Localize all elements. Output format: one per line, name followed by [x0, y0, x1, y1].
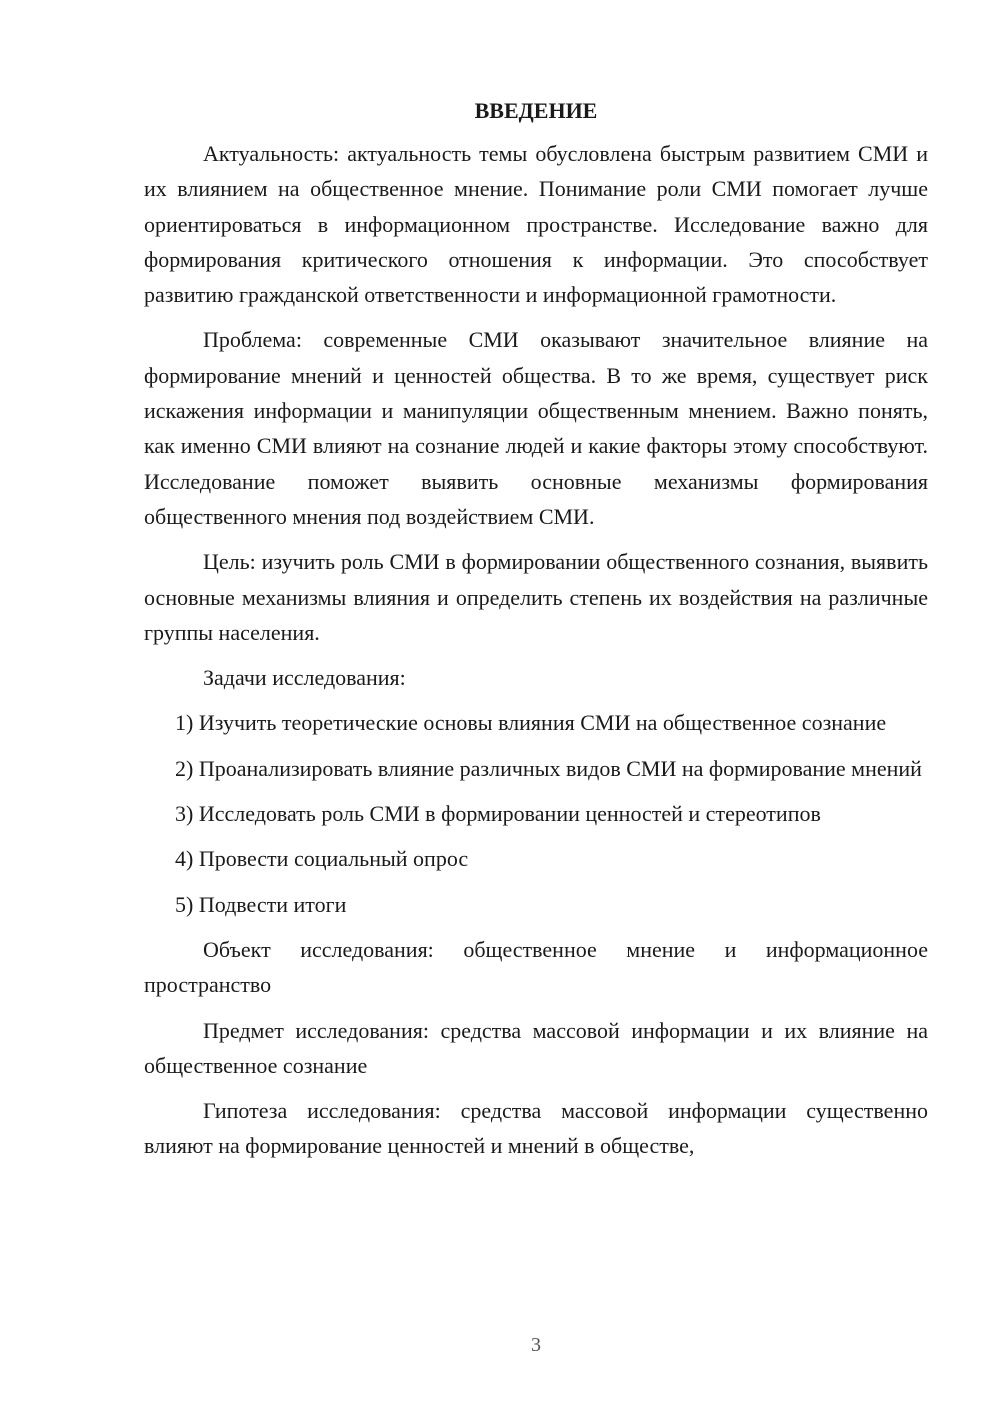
task-item-1: 1) Изучить теоретические основы влияния СМИ на общественное сознание [175, 710, 887, 736]
research-object-paragraph: Объект исследования: общественное мнение и информационное пространство [144, 936, 928, 998]
relevance-paragraph: Актуальность: актуальность темы обусловлена быстрым развитием СМИ и их влиянием на общественное мнение. Понимание роли СМИ помогает лучше ориентироваться в информационном пространстве. Исследование важно для формирования критического отношения к информации. Это способствует развитию гражданской ответственности и информационной грамотности. [144, 141, 928, 308]
problem-paragraph: Проблема: современные СМИ оказывают значительное влияние на формирование мнений и ценностей общества. В то же время, существует риск искажения информации и манипуляции общественным мнением. Важно понять, как именно СМИ влияют на сознание людей и какие факторы этому способствуют. Исследование поможет выявить основные механизмы формирования общественного мнения под воздействием СМИ. [144, 327, 928, 529]
document-title: ВВЕДЕНИЕ [474, 98, 598, 123]
research-subject-paragraph: Предмет исследования: средства массовой информации и их влияние на общественное сознание [144, 1017, 928, 1078]
hypothesis-paragraph: Гипотеза исследования: средства массовой информации существенно влияют на формирование ценностей и мнений в обществе, [144, 1098, 928, 1159]
goal-paragraph: Цель: изучить роль СМИ в формировании общественного сознания, выявить основные механизмы влияния и определить степень их воздействия на различные группы населения. [144, 549, 928, 645]
tasks-heading: Задачи исследования: [203, 665, 406, 691]
task-item-5: 5) Подвести итоги [175, 891, 347, 917]
task-item-4: 4) Провести социальный опрос [175, 846, 469, 872]
task-item-3: 3) Исследовать роль СМИ в формировании ценностей и стереотипов [175, 801, 821, 827]
page-number: 3 [531, 1334, 541, 1356]
task-item-2: 2) Проанализировать влияние различных видов СМИ на формирование мнений [175, 755, 922, 781]
document-page [144, 96, 928, 1174]
